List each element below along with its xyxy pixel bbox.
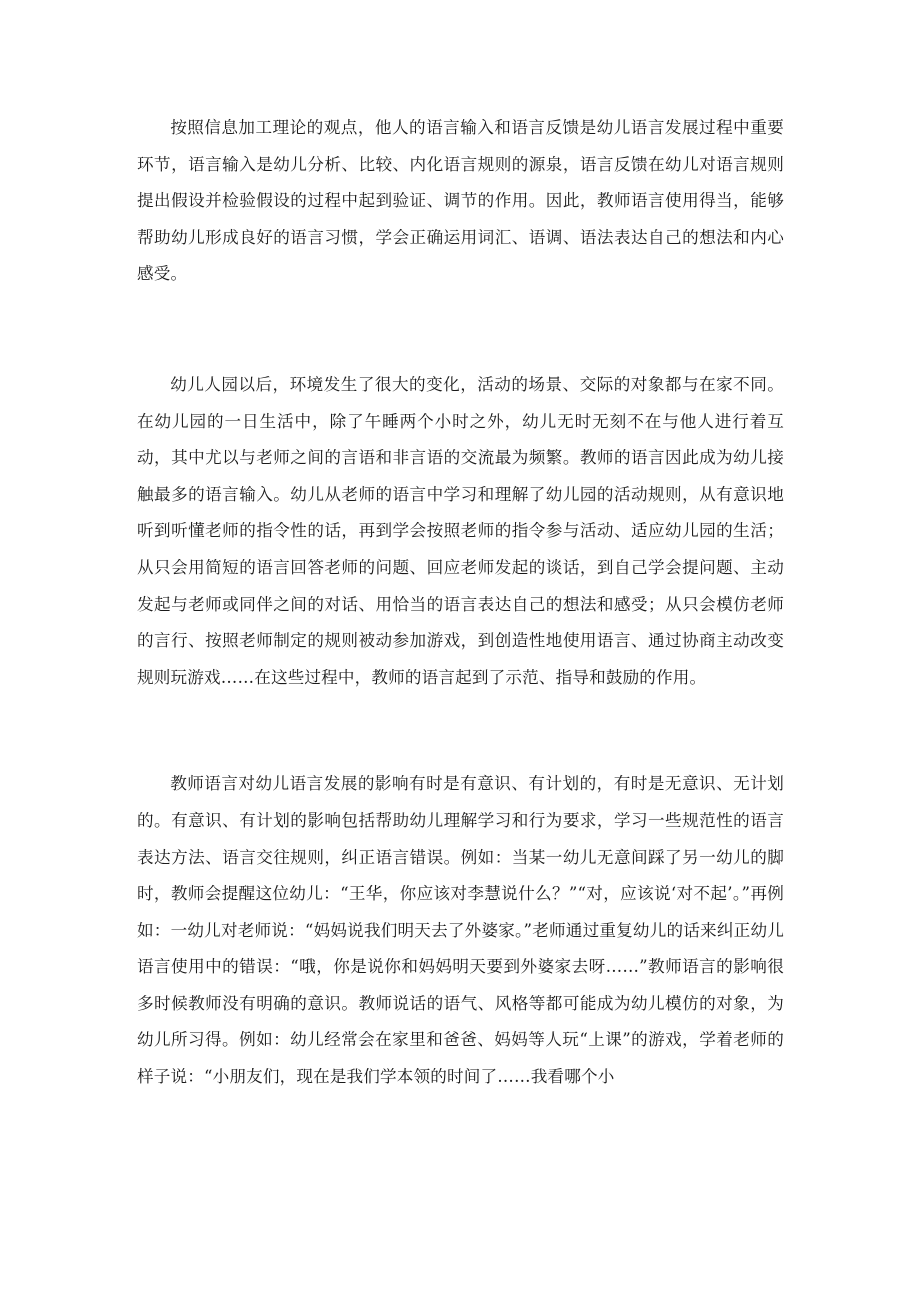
paragraph-spacer <box>137 696 784 766</box>
paragraph-3: 教师语言对幼儿语言发展的影响有时是有意识、有计划的，有时是无意识、无计划的。有意识、有计划的影响包括帮助幼儿理解学习和行为要求，学习一些规范性的语言表达方法、语言交往规则，纠正语言错误。例如：当某一幼儿无意间踩了另一幼儿的脚时，教师会提醒这位幼儿：“王华，你应该对李慧说什么？”“对，应该说‘对不起’。”再例如：一幼儿对老师说：“妈妈说我们明天去了外婆家。”老师通过重复幼儿的话来纠正幼儿语言使用中的错误：“哦，你是说你和妈妈明天要到外婆家去呀……”教师语言的影响很多时候教师没有明确的意识。教师说话的语气、风格等都可能成为幼儿模仿的对象，为幼儿所习得。例如：幼儿经常会在家里和爸爸、妈妈等人玩“上课”的游戏，学着老师的样子说：“小朋友们，现在是我们学本领的时间了……我看哪个小 <box>137 774 784 1087</box>
paragraph-spacer <box>137 293 784 367</box>
paragraph-1: 按照信息加工理论的观点，他人的语言输入和语言反馈是幼儿语言发展过程中重要环节，语言输入是幼儿分析、比较、内化语言规则的源泉，语言反馈在幼儿对语言规则提出假设并检验假设的过程中起到验证、调节的作用。因此，教师语言使用得当，能够帮助幼儿形成良好的语言习惯，学会正确运用词汇、语调、语法表达自己的想法和内心感受。 <box>137 118 784 284</box>
paragraph-2: 幼儿人园以后，环境发生了很大的变化，活动的场景、交际的对象都与在家不同。在幼儿园的一日生活中，除了午睡两个小时之外，幼儿无时无刻不在与他人进行着互动，其中尤以与老师之间的言语和非言语的交流最为频繁。教师的语言因此成为幼儿接触最多的语言输入。幼儿从老师的语言中学习和理解了幼儿园的活动规则，从有意识地听到听懂老师的指令性的话，再到学会按照老师的指令参与活动、适应幼儿园的生活；从只会用简短的语言回答老师的问题、回应老师发起的谈话，到自己学会提问题、主动发起与老师或同伴之间的对话、用恰当的语言表达自己的想法和感受；从只会模仿老师的言行、按照老师制定的规则被动参加游戏，到创造性地使用语言、通过协商主动改变规则玩游戏……在这些过程中，教师的语言起到了示范、指导和鼓励的作用。 <box>137 374 784 687</box>
document-body <box>137 110 784 1096</box>
